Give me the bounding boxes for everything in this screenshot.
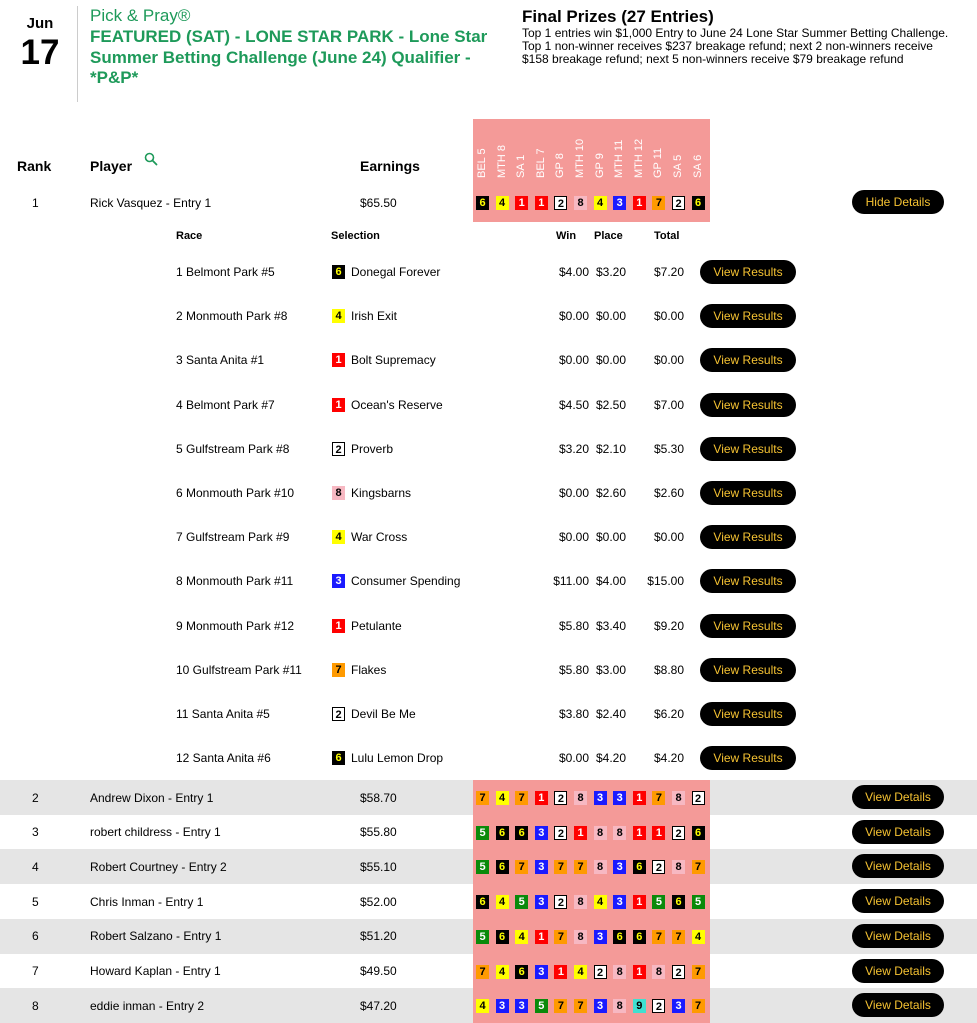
race-name: 4 Belmont Park #7 <box>176 397 275 412</box>
leaderboard-row <box>0 884 977 919</box>
place-payout: $3.20 <box>595 265 626 279</box>
selection-chip: 4 <box>496 791 509 805</box>
player-name[interactable]: eddie inman - Entry 2 <box>90 998 205 1013</box>
race-name: 12 Santa Anita #6 <box>176 751 271 766</box>
selection-chip: 3 <box>515 999 528 1013</box>
total-payout: $0.00 <box>653 309 684 324</box>
race-code-label: SA 5 <box>672 154 684 178</box>
player-name[interactable]: Howard Kaplan - Entry 1 <box>90 964 221 978</box>
earnings-value: $65.50 <box>360 195 397 210</box>
program-number-chip: 3 <box>332 574 345 588</box>
player-name[interactable]: Robert Salzano - Entry 1 <box>90 929 222 944</box>
selection-chip: 3 <box>535 860 548 874</box>
selection-chip: 4 <box>594 196 607 210</box>
details-row <box>0 515 977 559</box>
leaderboard-row <box>0 849 977 884</box>
selection-chip: 7 <box>574 860 587 874</box>
view-details-button[interactable]: View Details <box>852 993 944 1017</box>
race-name: 10 Gulfstream Park #11 <box>176 662 302 677</box>
view-results-button[interactable]: View Results <box>700 437 796 461</box>
race-code-label: SA 6 <box>691 154 704 178</box>
selection-chip: 6 <box>476 895 489 909</box>
selection-chip: 6 <box>515 826 528 840</box>
race-code-header <box>672 122 686 178</box>
total-payout: $0.00 <box>653 353 684 368</box>
details-row <box>0 604 977 648</box>
selection-chip: 2 <box>672 826 685 840</box>
selection-chip: 8 <box>672 791 685 805</box>
view-details-button[interactable]: View Details <box>852 924 944 948</box>
view-results-button[interactable]: View Results <box>700 658 796 682</box>
place-payout: $3.00 <box>595 662 626 677</box>
race-name: 1 Belmont Park #5 <box>176 265 275 279</box>
selection-chip: 6 <box>692 196 705 210</box>
selection-chip: 7 <box>476 965 489 979</box>
view-results-button[interactable]: View Results <box>700 348 796 372</box>
rank-value: 6 <box>32 929 39 944</box>
win-payout: $4.50 <box>558 397 589 412</box>
selection-chip: 7 <box>652 196 665 210</box>
selection-chip: 1 <box>535 196 548 210</box>
selection-chip: 2 <box>652 860 665 874</box>
view-results-button[interactable]: View Results <box>700 260 796 284</box>
details-header-place: Place <box>594 230 623 242</box>
race-code-header <box>652 122 666 178</box>
details-header-selection: Selection <box>331 230 380 242</box>
selection-chip: 1 <box>535 791 548 805</box>
date-month: Jun <box>26 15 54 32</box>
race-code-header <box>692 122 706 178</box>
details-row <box>0 471 977 515</box>
program-number-chip: 2 <box>332 707 345 721</box>
date-day: 17 <box>20 33 60 72</box>
selection-chip: 2 <box>672 965 685 979</box>
win-payout: $0.00 <box>558 751 589 766</box>
details-row <box>0 250 977 294</box>
race-code-label: MTH 10 <box>574 138 586 178</box>
view-details-button[interactable]: View Details <box>852 959 944 983</box>
horse-name: Irish Exit <box>351 309 398 324</box>
race-code-header <box>515 122 529 178</box>
selection-chip: 3 <box>496 999 509 1013</box>
total-payout: $7.00 <box>653 397 684 412</box>
brand-name: Pick & Pray® <box>90 6 191 25</box>
player-name[interactable]: robert childress - Entry 1 <box>90 825 221 840</box>
race-name: 11 Santa Anita #5 <box>176 707 270 721</box>
place-payout: $2.60 <box>595 486 626 500</box>
selection-chip: 6 <box>496 930 509 944</box>
race-code-header <box>613 122 627 178</box>
details-header-race: Race <box>176 230 203 242</box>
race-code-header <box>554 122 568 178</box>
selection-chip: 6 <box>633 860 646 874</box>
horse-name: Kingsbarns <box>351 486 412 500</box>
win-payout: $0.00 <box>558 353 589 368</box>
total-payout: $7.20 <box>653 265 684 279</box>
horse-name: Bolt Supremacy <box>351 353 436 368</box>
program-number-chip: 1 <box>332 619 345 633</box>
selection-chip: 3 <box>594 930 607 944</box>
selection-chip: 2 <box>554 791 567 805</box>
earnings-value: $55.10 <box>360 859 397 874</box>
player-name[interactable]: Rick Vasquez - Entry 1 <box>90 195 212 210</box>
place-payout: $4.20 <box>595 751 626 766</box>
selection-chip: 7 <box>692 999 705 1013</box>
race-name: 3 Santa Anita #1 <box>176 353 265 368</box>
selection-chip: 3 <box>613 895 626 909</box>
race-name: 5 Gulfstream Park #8 <box>176 441 290 456</box>
program-number-chip: 4 <box>332 309 345 323</box>
selection-chip: 3 <box>535 895 548 909</box>
selection-chip: 5 <box>535 999 548 1013</box>
selection-chip: 2 <box>692 791 705 805</box>
selection-chip: 8 <box>574 930 587 944</box>
selection-chip: 4 <box>692 930 705 944</box>
selection-chip: 2 <box>594 965 607 979</box>
selection-chip: 3 <box>594 791 607 805</box>
place-payout: $3.40 <box>595 618 626 633</box>
race-code-header <box>594 122 608 178</box>
details-row <box>0 338 977 382</box>
total-payout: $8.80 <box>653 662 684 677</box>
race-code-label: GP 9 <box>593 153 606 178</box>
details-row <box>0 736 977 780</box>
horse-name: Petulante <box>351 618 402 633</box>
rank-value: 2 <box>32 790 39 805</box>
selection-chip: 6 <box>613 930 626 944</box>
horse-name: Consumer Spending <box>351 574 461 589</box>
selection-chip: 8 <box>672 860 685 874</box>
player-name[interactable]: Robert Courtney - Entry 2 <box>90 859 227 874</box>
selection-chip: 8 <box>574 196 587 210</box>
leaderboard-row <box>0 815 977 850</box>
selection-chip: 5 <box>476 826 489 840</box>
contest-title: FEATURED (SAT) - LONE STAR PARK - Lone Star Summer Betting Challenge (June 24) Qualifier - *P&P* <box>90 27 488 87</box>
place-payout: $4.00 <box>595 574 626 589</box>
view-details-button[interactable]: View Details <box>852 854 944 878</box>
selection-chip: 1 <box>652 826 665 840</box>
program-number-chip: 2 <box>332 442 345 456</box>
selection-chip: 3 <box>613 860 626 874</box>
leaderboard-row <box>0 919 977 954</box>
selection-chip: 4 <box>496 196 509 210</box>
view-results-button[interactable]: View Results <box>700 569 796 593</box>
selection-chip: 1 <box>633 895 646 909</box>
race-name: 2 Monmouth Park #8 <box>176 309 288 324</box>
program-number-chip: 8 <box>332 486 345 500</box>
selection-chip: 6 <box>633 930 646 944</box>
race-code-label: MTH 12 <box>632 138 645 178</box>
race-code-label: GP 11 <box>652 147 665 178</box>
column-header-earnings: Earnings <box>360 158 420 174</box>
selection-chip: 6 <box>515 965 528 979</box>
prizes-description: Top 1 entries win $1,000 Entry to June 24 Lone Star Summer Betting Challenge. Top 1 non-winner receives $237 breakage refund; next 2 non-winners receive $158 breakage refund; next 5 non-winners receive $79 breakage refund <box>522 26 949 66</box>
total-payout: $4.20 <box>653 751 684 766</box>
player-name[interactable]: Chris Inman - Entry 1 <box>90 894 204 909</box>
race-code-label: BEL 7 <box>534 148 547 178</box>
place-payout: $2.10 <box>595 441 626 456</box>
view-results-button[interactable]: View Results <box>700 393 796 417</box>
details-row <box>0 427 977 471</box>
horse-name: Donegal Forever <box>351 265 441 279</box>
win-payout: $0.00 <box>558 309 589 324</box>
selection-chip: 4 <box>476 999 489 1013</box>
race-code-label: BEL 5 <box>476 148 488 178</box>
view-details-button[interactable]: View Details <box>852 820 944 844</box>
selection-chip: 3 <box>613 196 626 210</box>
selection-chip: 1 <box>633 826 646 840</box>
selection-chip: 7 <box>554 930 567 944</box>
program-number-chip: 1 <box>332 398 345 412</box>
search-icon[interactable] <box>144 152 158 166</box>
selection-chip: 7 <box>554 860 567 874</box>
rank-value: 4 <box>32 859 39 874</box>
hide-details-button[interactable]: Hide Details <box>852 190 944 214</box>
selection-chip: 6 <box>672 895 685 909</box>
win-payout: $0.00 <box>558 530 589 545</box>
selection-chip: 4 <box>515 930 528 944</box>
total-payout: $5.30 <box>653 441 684 456</box>
view-results-button[interactable]: View Results <box>700 525 796 549</box>
details-row <box>0 294 977 338</box>
selection-chip: 2 <box>652 999 665 1013</box>
selection-chip: 7 <box>554 999 567 1013</box>
selection-chip: 8 <box>594 826 607 840</box>
selection-chip: 7 <box>692 965 705 979</box>
total-payout: $0.00 <box>653 530 684 545</box>
earnings-value: $49.50 <box>360 964 397 978</box>
win-payout: $0.00 <box>558 486 589 500</box>
selection-chip: 6 <box>692 826 705 840</box>
selection-chip: 2 <box>554 895 567 909</box>
race-code-header <box>496 122 510 178</box>
race-name: 8 Monmouth Park #11 <box>176 574 294 589</box>
view-results-button[interactable]: View Results <box>700 481 796 505</box>
selection-chip: 8 <box>574 791 587 805</box>
selection-chip: 1 <box>633 965 646 979</box>
selection-chip: 8 <box>574 895 587 909</box>
place-payout: $0.00 <box>595 353 626 368</box>
selection-chip: 2 <box>554 196 567 210</box>
selection-chip: 5 <box>652 895 665 909</box>
leaderboard-row <box>0 185 977 220</box>
selection-chip: 8 <box>652 965 665 979</box>
view-results-button[interactable]: View Results <box>700 746 796 770</box>
place-payout: $0.00 <box>595 309 626 324</box>
selection-chip: 7 <box>652 930 665 944</box>
win-payout: $11.00 <box>553 574 589 589</box>
earnings-value: $58.70 <box>360 790 397 805</box>
place-payout: $2.50 <box>595 397 626 412</box>
selection-chip: 8 <box>613 826 626 840</box>
horse-name: Flakes <box>351 662 387 677</box>
column-header-rank: Rank <box>17 158 52 174</box>
earnings-value: $47.20 <box>360 998 397 1013</box>
race-name: 6 Monmouth Park #10 <box>176 486 295 500</box>
win-payout: $3.20 <box>558 441 589 456</box>
selection-chip: 3 <box>594 999 607 1013</box>
program-number-chip: 1 <box>332 353 345 367</box>
selection-chip: 3 <box>613 791 626 805</box>
selection-chip: 1 <box>535 930 548 944</box>
horse-name: Ocean's Reserve <box>351 397 443 412</box>
earnings-value: $55.80 <box>360 825 397 840</box>
view-results-button[interactable]: View Results <box>700 304 796 328</box>
details-header-total: Total <box>654 230 680 242</box>
total-payout: $15.00 <box>647 574 684 589</box>
selection-chip: 7 <box>515 791 528 805</box>
race-code-label: SA 1 <box>515 154 528 178</box>
leaderboard-row <box>0 988 977 1023</box>
race-code-header <box>476 122 490 178</box>
total-payout: $6.20 <box>653 707 684 721</box>
race-name: 7 Gulfstream Park #9 <box>176 530 290 545</box>
race-code-label: MTH 11 <box>613 139 626 178</box>
place-payout: $2.40 <box>595 707 626 721</box>
prizes-heading: Final Prizes (27 Entries) <box>522 7 714 26</box>
selection-chip: 7 <box>476 791 489 805</box>
selection-chip: 9 <box>633 999 646 1013</box>
selection-chip: 1 <box>515 196 528 210</box>
selection-chip: 3 <box>672 999 685 1013</box>
total-payout: $2.60 <box>653 486 684 500</box>
selection-chip: 3 <box>535 965 548 979</box>
win-payout: $4.00 <box>558 265 589 279</box>
rank-value: 5 <box>32 894 39 909</box>
rank-value: 7 <box>32 964 39 978</box>
rank-value: 8 <box>32 998 39 1013</box>
place-payout: $0.00 <box>595 530 626 545</box>
leaderboard-row <box>0 954 977 989</box>
details-header-win: Win <box>556 230 577 242</box>
selection-chip: 4 <box>574 965 587 979</box>
selection-chip: 4 <box>496 895 509 909</box>
rank-value: 1 <box>32 195 39 210</box>
selection-chip: 8 <box>594 860 607 874</box>
selection-chip: 7 <box>574 999 587 1013</box>
selection-chip: 6 <box>476 196 489 210</box>
selection-chip: 7 <box>515 860 528 874</box>
selection-chip: 2 <box>672 196 685 210</box>
selection-chip: 5 <box>476 860 489 874</box>
program-number-chip: 6 <box>332 751 345 765</box>
selection-chip: 2 <box>554 826 567 840</box>
program-number-chip: 6 <box>332 265 345 279</box>
program-number-chip: 7 <box>332 663 345 677</box>
selection-chip: 6 <box>496 826 509 840</box>
selection-chip: 1 <box>633 791 646 805</box>
race-code-label: MTH 8 <box>495 145 508 178</box>
horse-name: Devil Be Me <box>351 707 416 721</box>
selection-chip: 7 <box>692 860 705 874</box>
win-payout: $3.80 <box>558 707 589 721</box>
player-name[interactable]: Andrew Dixon - Entry 1 <box>90 790 214 805</box>
selection-chip: 7 <box>652 791 665 805</box>
total-payout: $9.20 <box>653 618 684 633</box>
win-payout: $5.80 <box>558 618 589 633</box>
race-code-label: GP 8 <box>554 153 567 178</box>
details-row <box>0 559 977 603</box>
selection-chip: 1 <box>574 826 587 840</box>
horse-name: Lulu Lemon Drop <box>351 751 444 766</box>
selection-chip: 3 <box>535 826 548 840</box>
race-code-header <box>633 122 647 178</box>
selection-chip: 1 <box>554 965 567 979</box>
selection-chip: 5 <box>476 930 489 944</box>
details-row <box>0 383 977 427</box>
leaderboard-row <box>0 780 977 815</box>
race-code-header <box>535 122 549 178</box>
details-row <box>0 692 977 736</box>
win-payout: $5.80 <box>558 662 589 677</box>
rank-value: 3 <box>32 825 39 840</box>
horse-name: War Cross <box>351 530 408 545</box>
race-code-header <box>574 122 588 178</box>
selection-chip: 1 <box>633 196 646 210</box>
view-results-button[interactable]: View Results <box>700 614 796 638</box>
earnings-value: $52.00 <box>360 894 397 909</box>
header-divider <box>77 6 78 102</box>
selection-chip: 4 <box>594 895 607 909</box>
selection-chip: 7 <box>672 930 685 944</box>
selection-chip: 8 <box>613 999 626 1013</box>
selection-chip: 8 <box>613 965 626 979</box>
selection-chip: 4 <box>496 965 509 979</box>
earnings-value: $51.20 <box>360 929 397 944</box>
selection-chip: 5 <box>515 895 528 909</box>
details-row <box>0 648 977 692</box>
view-details-button[interactable]: View Details <box>852 785 944 809</box>
view-results-button[interactable]: View Results <box>700 702 796 726</box>
program-number-chip: 4 <box>332 530 345 544</box>
horse-name: Proverb <box>351 441 394 456</box>
view-details-button[interactable]: View Details <box>852 889 944 913</box>
column-header-player: Player <box>90 158 133 174</box>
race-name: 9 Monmouth Park #12 <box>176 618 295 633</box>
selection-chip: 5 <box>692 895 705 909</box>
selection-chip: 6 <box>496 860 509 874</box>
